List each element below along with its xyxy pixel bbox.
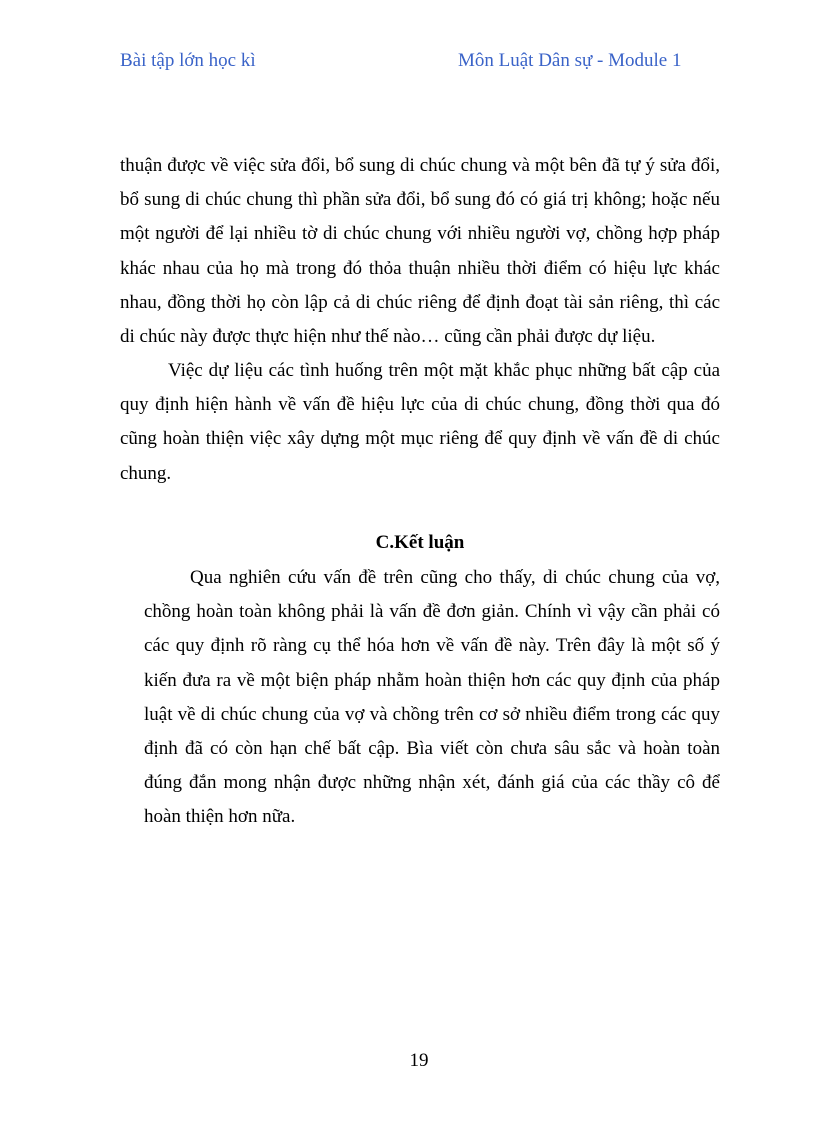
- header-course-title: Bài tập lớn học kì: [120, 50, 256, 71]
- page-header: [120, 50, 680, 76]
- conclusion-paragraph: Qua nghiên cứu vấn đề trên cũng cho thấy, di chúc chung của vợ, chồng hoàn toàn không phải là vấn đề đơn giản. Chính vì vậy cần phải có các quy định rõ ràng cụ thể hóa hơn về vấn đề này. Trên đây là một số ý kiến đưa ra về một biện pháp nhằm hoàn thiện hơn các quy định của pháp luật về di chúc chung của vợ và chồng trên cơ sở nhiều điểm trong các quy định đã có còn hạn chế bất cập. Bìa viết còn chưa sâu sắc và hoàn toàn đúng đắn mong nhận được những nhận xét, đánh giá của các thầy cô để hoàn thiện hơn nữa.: [144, 567, 720, 828]
- page-number: 19: [409, 1050, 429, 1071]
- conclusion-heading: C.Kết luận: [375, 532, 465, 553]
- body-paragraph-2: Việc dự liệu các tình huống trên một mặt khắc phục những bất cập của quy định hiện hành về vấn đề hiệu lực của di chúc chung, đồng thời qua đó cũng hoàn thiện việc xây dựng một mục riêng để quy định về vấn đề di chúc chung.: [120, 360, 720, 484]
- header-subject-title: Môn Luật Dân sự - Module 1: [458, 50, 682, 71]
- body-paragraph-1: thuận được về việc sửa đổi, bổ sung di chúc chung và một bên đã tự ý sửa đổi, bổ sung di chúc chung thì phần sửa đổi, bổ sung đó có giá trị không; hoặc nếu một người để lại nhiều tờ di chúc chung với nhiều người vợ, chồng hợp pháp khác nhau của họ mà trong đó thỏa thuận nhiều thời điểm có hiệu lực khác nhau, đồng thời họ còn lập cả di chúc riêng để định đoạt tài sản riêng, thì các di chúc này được thực hiện như thế nào… cũng cần phải được dự liệu.: [120, 155, 720, 348]
